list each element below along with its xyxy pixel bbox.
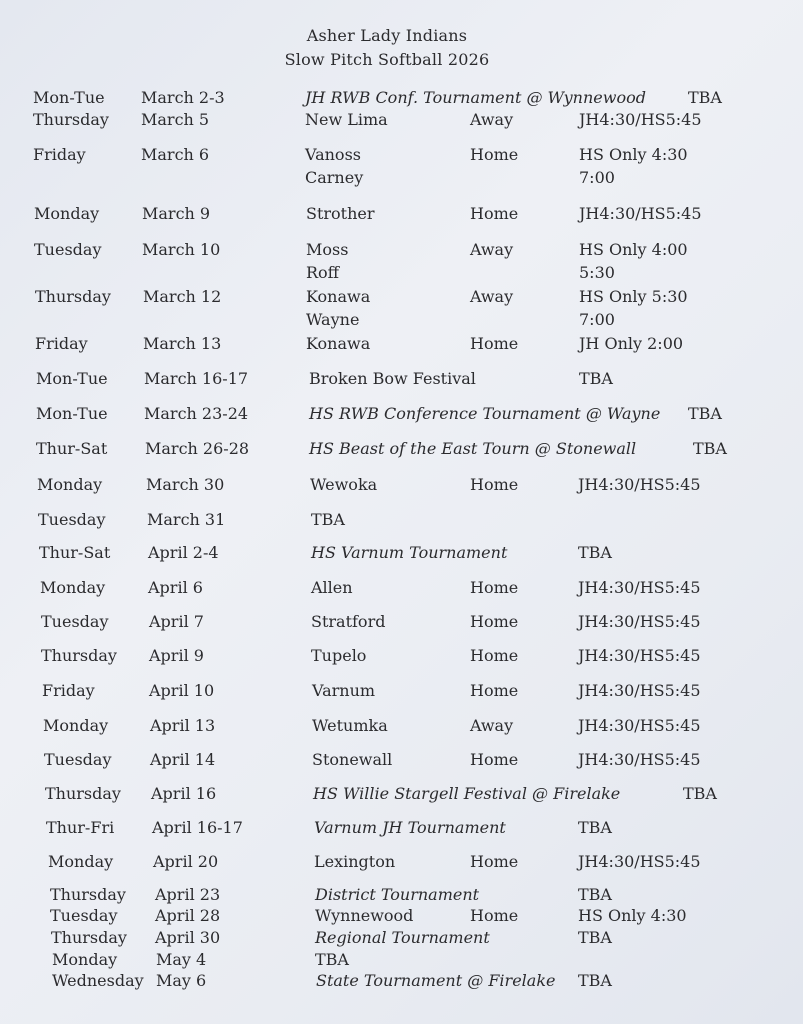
time-cell: JH4:30/HS5:45 (578, 716, 701, 735)
time-cell: HS Only 5:30 (579, 287, 688, 306)
day-cell: Tuesday (41, 612, 109, 631)
opponent-cell: JH RWB Conf. Tournament @ Wynnewood (305, 88, 646, 107)
time-cell: TBA (578, 543, 612, 562)
date-cell: March 5 (141, 110, 210, 129)
opponent-cell: TBA (315, 950, 349, 969)
day-cell: Monday (37, 475, 103, 494)
date-cell: April 13 (150, 716, 216, 735)
time-cell: JH4:30/HS5:45 (578, 578, 701, 597)
day-cell: Thursday (35, 287, 111, 306)
opponent-cell: State Tournament @ Firelake (316, 971, 556, 990)
date-cell: March 10 (142, 240, 221, 259)
date-cell: April 9 (149, 646, 204, 665)
schedule-subtitle: Slow Pitch Softball 2026 (284, 50, 490, 69)
location-cell: Home (470, 906, 519, 925)
time-cell: TBA (578, 818, 612, 837)
day-cell: Mon-Tue (36, 369, 108, 388)
opponent-cell: HS Willie Stargell Festival @ Firelake (313, 784, 621, 803)
day-cell: Thursday (41, 646, 117, 665)
time-cell: JH4:30/HS5:45 (578, 646, 701, 665)
day-cell: Friday (35, 334, 88, 353)
date-cell: April 23 (155, 885, 221, 904)
day-cell: Thursday (50, 885, 126, 904)
day-cell: Monday (40, 578, 106, 597)
opponent-cell: Strother (306, 204, 375, 223)
day-cell: Thursday (45, 784, 121, 803)
time-cell: TBA (688, 88, 722, 107)
time-cell: JH4:30/HS5:45 (578, 475, 701, 494)
time-cell: JH4:30/HS5:45 (578, 612, 701, 631)
schedule-title: Asher Lady Indians (306, 26, 468, 45)
opponent-cell: Allen (311, 578, 353, 597)
location-cell: Home (470, 750, 519, 769)
opponent-cell: HS RWB Conference Tournament @ Wayne (309, 404, 661, 423)
opponent-cell: Varnum JH Tournament (314, 818, 506, 837)
location-cell: Away (470, 110, 514, 129)
day-cell: Tuesday (34, 240, 102, 259)
opponent-cell: Tupelo (311, 646, 367, 665)
time-cell: TBA (683, 784, 717, 803)
date-cell: April 30 (155, 928, 221, 947)
opponent-cell: Stonewall (312, 750, 393, 769)
location-cell: Home (470, 334, 519, 353)
time-cell-secondary: 5:30 (579, 263, 615, 282)
date-cell: March 23-24 (144, 404, 249, 423)
time-cell: JH Only 2:00 (579, 334, 684, 353)
day-cell: Friday (42, 681, 95, 700)
opponent-cell: Stratford (311, 612, 386, 631)
opponent-cell: Konawa (306, 287, 371, 306)
day-cell: Monday (52, 950, 118, 969)
day-cell: Thur-Sat (39, 543, 111, 562)
date-cell: April 28 (155, 906, 221, 925)
day-cell: Thur-Fri (46, 818, 115, 837)
opponent-cell: HS Beast of the East Tourn @ Stonewall (309, 439, 637, 458)
date-cell: March 31 (147, 510, 226, 529)
opponent-cell: Vanoss (305, 145, 361, 164)
day-cell: Tuesday (44, 750, 112, 769)
date-cell: March 6 (141, 145, 210, 164)
opponent-cell: TBA (311, 510, 345, 529)
date-cell: May 6 (156, 971, 207, 990)
time-cell: HS Only 4:30 (579, 145, 688, 164)
date-cell: March 26-28 (145, 439, 250, 458)
day-cell: Thursday (51, 928, 127, 947)
day-cell: Mon-Tue (33, 88, 105, 107)
location-cell: Home (470, 475, 519, 494)
opponent-cell: Lexington (314, 852, 396, 871)
time-cell: HS Only 4:00 (579, 240, 688, 259)
time-cell: JH4:30/HS5:45 (578, 750, 701, 769)
time-cell: TBA (578, 928, 612, 947)
time-cell: TBA (578, 885, 612, 904)
location-cell: Home (470, 681, 519, 700)
day-cell: Friday (33, 145, 86, 164)
date-cell: April 6 (148, 578, 203, 597)
opponent-cell-secondary: Wayne (306, 310, 360, 329)
time-cell: JH4:30/HS5:45 (579, 110, 702, 129)
time-cell: JH4:30/HS5:45 (578, 681, 701, 700)
opponent-cell: Moss (306, 240, 349, 259)
location-cell: Home (470, 646, 519, 665)
time-cell: HS Only 4:30 (578, 906, 687, 925)
location-cell: Home (470, 578, 519, 597)
date-cell: March 12 (143, 287, 222, 306)
day-cell: Mon-Tue (36, 404, 108, 423)
time-cell: TBA (579, 369, 613, 388)
day-cell: Monday (48, 852, 114, 871)
date-cell: April 10 (149, 681, 215, 700)
date-cell: April 20 (153, 852, 219, 871)
day-cell: Monday (34, 204, 100, 223)
date-cell: March 2-3 (141, 88, 225, 107)
day-cell: Thursday (33, 110, 109, 129)
opponent-cell: Wetumka (312, 716, 388, 735)
opponent-cell: New Lima (305, 110, 388, 129)
time-cell: JH4:30/HS5:45 (578, 852, 701, 871)
time-cell: JH4:30/HS5:45 (579, 204, 702, 223)
date-cell: March 9 (142, 204, 211, 223)
day-cell: Monday (43, 716, 109, 735)
time-cell: TBA (688, 404, 722, 423)
time-cell-secondary: 7:00 (579, 168, 615, 187)
opponent-cell: Wewoka (310, 475, 378, 494)
location-cell: Away (470, 240, 514, 259)
date-cell: March 30 (146, 475, 225, 494)
time-cell: TBA (693, 439, 727, 458)
opponent-cell: HS Varnum Tournament (311, 543, 508, 562)
date-cell: April 7 (149, 612, 204, 631)
opponent-cell: District Tournament (315, 885, 480, 904)
day-cell: Thur-Sat (36, 439, 108, 458)
time-cell: TBA (578, 971, 612, 990)
day-cell: Tuesday (38, 510, 106, 529)
date-cell: April 16 (151, 784, 217, 803)
location-cell: Home (470, 612, 519, 631)
opponent-cell: Konawa (306, 334, 371, 353)
date-cell: April 14 (150, 750, 216, 769)
location-cell: Home (470, 852, 519, 871)
opponent-cell: Regional Tournament (315, 928, 490, 947)
date-cell: April 16-17 (152, 818, 243, 837)
date-cell: May 4 (156, 950, 207, 969)
opponent-cell: Varnum (312, 681, 376, 700)
date-cell: April 2-4 (148, 543, 219, 562)
opponent-cell: Broken Bow Festival (309, 369, 476, 388)
location-cell: Away (470, 716, 514, 735)
time-cell-secondary: 7:00 (579, 310, 615, 329)
day-cell: Wednesday (52, 971, 144, 990)
day-cell: Tuesday (50, 906, 118, 925)
location-cell: Away (470, 287, 514, 306)
location-cell: Home (470, 204, 519, 223)
date-cell: March 13 (143, 334, 222, 353)
location-cell: Home (470, 145, 519, 164)
opponent-cell: Wynnewood (315, 906, 414, 925)
opponent-cell-secondary: Roff (306, 263, 340, 282)
date-cell: March 16-17 (144, 369, 249, 388)
opponent-cell-secondary: Carney (305, 168, 364, 187)
